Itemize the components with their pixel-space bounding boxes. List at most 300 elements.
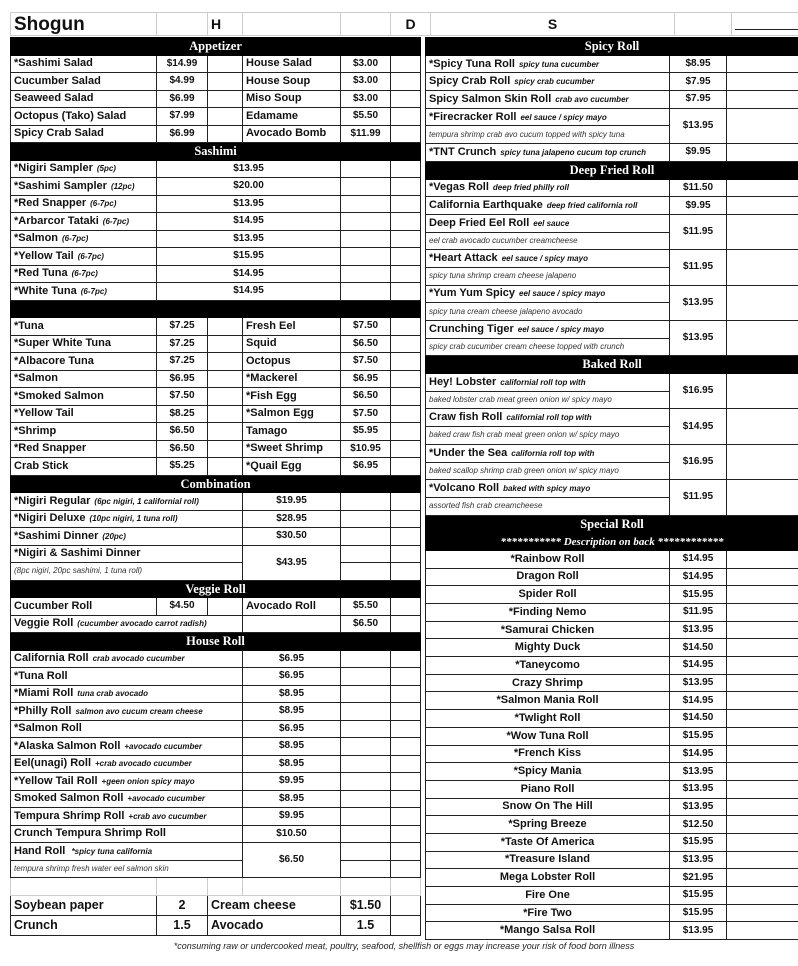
item-name (11, 353, 157, 371)
item-name (426, 639, 670, 657)
item-price (670, 568, 727, 586)
blank-cell (727, 657, 798, 675)
blank-cell (391, 563, 421, 581)
item-price (670, 285, 727, 320)
section-header (426, 515, 798, 533)
blank-cell (391, 685, 421, 703)
item-price (341, 353, 391, 371)
item-name-text: *Firecracker Roll (429, 110, 517, 123)
item-name-text: *TNT Crunch (429, 145, 497, 158)
item-name-text: *Taneycomo (515, 658, 580, 671)
blank-cell (341, 545, 391, 563)
item-price (243, 790, 341, 808)
item-name (11, 510, 243, 528)
blank-cell (391, 213, 421, 231)
item-name-text: *Salmon Egg (246, 407, 314, 420)
blank-cell (341, 860, 391, 878)
item-name (426, 285, 670, 303)
item-price (243, 843, 341, 878)
item-name (11, 178, 157, 196)
item-price (670, 621, 727, 639)
blank-cell (727, 639, 798, 657)
item-price (157, 458, 208, 476)
item-name-text: *Yum Yum Spicy (429, 287, 516, 300)
item-name (11, 808, 243, 826)
menu-row (426, 444, 798, 462)
blank-cell (208, 440, 243, 458)
item-name (243, 370, 341, 388)
extra-name (11, 915, 157, 935)
blank-cell (391, 650, 421, 668)
item-name-text: *Yellow Tail (14, 407, 74, 420)
blank-cell (391, 73, 421, 91)
item-price (670, 321, 727, 356)
extra-name-text: Soybean paper (14, 897, 104, 912)
item-price-text: $6.95 (352, 460, 379, 472)
item-name-text: *Salmon (14, 232, 59, 245)
item-price (157, 125, 208, 143)
right-menu-column (425, 37, 798, 940)
extra-item-row (11, 895, 421, 915)
blank-cell (727, 869, 798, 887)
item-name-text: Seaweed Salad (14, 92, 94, 105)
item-price (157, 230, 341, 248)
item-name-text: *Treasure Island (505, 853, 590, 866)
item-price (157, 90, 208, 108)
section-header-text: Special Roll (580, 516, 644, 531)
menu-row (11, 195, 421, 213)
item-price-text: $11.50 (682, 181, 714, 193)
menu-row (426, 108, 798, 126)
item-name-text: Avocado Roll (246, 599, 316, 612)
item-price (157, 73, 208, 91)
extra-name (11, 895, 157, 915)
section-header-text: Sashimi (194, 144, 237, 158)
item-note: salmon avo cucum cream cheese (75, 706, 203, 716)
blank-cell (391, 915, 421, 935)
menu-row (11, 458, 421, 476)
blank-cell (391, 440, 421, 458)
item-name-text: Tamago (246, 424, 288, 437)
menu-row (426, 73, 798, 91)
item-price-text: $13.95 (682, 853, 714, 865)
item-note: crab avo cucumber (555, 94, 629, 104)
item-price-text: $14.50 (682, 641, 714, 653)
item-note: +avocado cucumber (127, 794, 206, 804)
item-name (243, 440, 341, 458)
section-header (11, 143, 421, 161)
item-note: (12pc) (110, 181, 135, 191)
item-name-text: *Fire Two (523, 906, 572, 919)
item-name-text: *White Tuna (14, 284, 77, 297)
item-note: californial roll top with (500, 377, 586, 387)
menu-row (11, 405, 421, 423)
item-price-text: $6.95 (352, 372, 379, 384)
item-name-text: *Smoked Salmon (14, 389, 104, 402)
menu-row (11, 125, 421, 143)
item-name-text: *Spicy Mania (513, 765, 582, 778)
item-name-text: Spider Roll (518, 588, 577, 601)
item-name (426, 869, 670, 887)
item-price (341, 90, 391, 108)
menu-row (11, 335, 421, 353)
item-price (341, 615, 391, 633)
extra-price (157, 915, 208, 935)
item-description (426, 232, 670, 250)
item-name (11, 685, 243, 703)
section-header-row (426, 38, 798, 56)
item-name-text: *Super White Tuna (14, 337, 111, 350)
blank-cell (391, 860, 421, 878)
item-name (426, 780, 670, 798)
menu-row (11, 248, 421, 266)
blank-cell (727, 409, 798, 444)
item-note: californial roll top with (506, 413, 592, 423)
blank-cell (391, 808, 421, 826)
item-note: (20pc) (102, 531, 126, 541)
item-name-text: Fresh Eel (246, 319, 296, 332)
blank-cell (391, 55, 421, 73)
item-price-text: $13.95 (682, 119, 714, 131)
item-name-text: *Nigiri Deluxe (14, 512, 86, 525)
blank-cell (341, 195, 391, 213)
extra-price (157, 895, 208, 915)
item-name (426, 692, 670, 710)
item-price (243, 685, 341, 703)
blank-cell (341, 178, 391, 196)
item-note: deep fried california roll (546, 201, 638, 211)
item-price (243, 493, 341, 511)
item-name (11, 195, 157, 213)
item-price-text: $15.95 (682, 836, 714, 848)
menu-row (11, 55, 421, 73)
section-subtitle (426, 533, 798, 551)
item-price-text: $15.95 (682, 889, 714, 901)
item-note: (10pc nigiri, 1 tuna roll) (89, 514, 178, 524)
item-price-text: $43.95 (276, 556, 307, 568)
menu-row (426, 816, 798, 834)
blank-cell (391, 598, 421, 616)
blank-cell (208, 353, 243, 371)
item-price-text: $11.95 (682, 491, 714, 503)
item-name (426, 887, 670, 905)
item-description (426, 338, 670, 356)
item-name (11, 755, 243, 773)
blank-cell (727, 763, 798, 781)
blank-cell (391, 755, 421, 773)
blank-cell (727, 851, 798, 869)
menu-row (11, 318, 421, 336)
extra-price-text: 2 (178, 897, 186, 912)
item-note: (6-7pc) (77, 251, 104, 261)
item-name (426, 833, 670, 851)
item-note: baked with spicy mayo (503, 484, 591, 494)
item-name (426, 621, 670, 639)
item-price-text: $11.95 (682, 261, 714, 273)
item-name-text: *Twlight Roll (514, 711, 581, 724)
section-header (11, 633, 421, 651)
item-name (11, 370, 157, 388)
item-note: (6-7pc) (71, 269, 98, 279)
blank-cell (341, 248, 391, 266)
item-name-text: Octopus (246, 354, 291, 367)
item-price-text: $11.99 (350, 127, 381, 139)
menu-row (11, 160, 421, 178)
header-s: S (431, 13, 675, 36)
item-description-text: tempura shrimp crab avo cucum topped with spicy tuna (429, 129, 625, 139)
blank-cell (391, 195, 421, 213)
item-name-text: *Nigiri Regular (14, 494, 91, 507)
blank-cell (157, 878, 208, 896)
extra-price-text: 1.5 (356, 917, 375, 932)
section-subtitle-text: *********** Description on back ************ (500, 536, 724, 549)
menu-row (426, 833, 798, 851)
item-price-text: $15.95 (233, 250, 264, 262)
blank-cell (208, 318, 243, 336)
item-price (670, 780, 727, 798)
item-price-text: $13.95 (233, 232, 264, 244)
item-price (670, 639, 727, 657)
blank-cell (341, 808, 391, 826)
item-name-text: *Quail Egg (246, 459, 302, 472)
item-price-text: $6.50 (169, 442, 195, 454)
item-price-text: $14.95 (682, 420, 714, 432)
item-name-text: *Yellow Tail Roll (14, 774, 98, 787)
item-note: eel sauce / spicy mayo (517, 324, 605, 334)
item-name (426, 816, 670, 834)
item-price-text: $5.95 (352, 425, 379, 437)
left-menu-column (10, 37, 421, 936)
item-price-text: $15.95 (682, 730, 714, 742)
item-price-text: $8.95 (278, 757, 305, 769)
blank-cell (727, 621, 798, 639)
blank-cell (727, 144, 798, 162)
item-price-text: $7.99 (169, 110, 195, 122)
item-name-text: *Nigiri & Sashimi Dinner (14, 547, 141, 560)
blank-cell (727, 816, 798, 834)
blank-cell (391, 370, 421, 388)
blank-cell (727, 604, 798, 622)
item-name (426, 409, 670, 427)
item-name (426, 108, 670, 126)
item-name-text: *Tuna Roll (14, 669, 68, 682)
item-price-text: $6.99 (169, 92, 195, 104)
item-price (670, 833, 727, 851)
item-price-text: $8.95 (278, 687, 305, 699)
item-price-text: $30.50 (276, 530, 307, 542)
item-price-text: $14.50 (682, 712, 714, 724)
blank-cell (727, 568, 798, 586)
item-price (157, 213, 341, 231)
blank-cell (391, 318, 421, 336)
item-price (243, 545, 341, 580)
item-name-text: Hey! Lobster (429, 375, 497, 388)
item-name-text: Spicy Crab Salad (14, 127, 104, 140)
item-price (670, 604, 727, 622)
item-price-text: $6.50 (169, 425, 195, 437)
item-price (341, 73, 391, 91)
item-name (243, 125, 341, 143)
blank-cell (341, 843, 391, 861)
blank-cell (391, 528, 421, 546)
blank-cell (391, 125, 421, 143)
menu-row (11, 73, 421, 91)
menu-row (11, 178, 421, 196)
item-price-text: $19.95 (276, 495, 307, 507)
item-name (11, 388, 157, 406)
blank-cell (341, 493, 391, 511)
menu-row (11, 650, 421, 668)
item-price-text: $13.95 (682, 924, 714, 936)
menu-row (11, 790, 421, 808)
section-header-row (426, 515, 798, 533)
item-name-text: Crab Stick (14, 459, 69, 472)
menu-row (426, 798, 798, 816)
item-name-text: Octopus (Tako) Salad (14, 109, 127, 122)
item-note: (6-7pc) (90, 199, 117, 209)
blank-cell (727, 73, 798, 91)
blank-cell (391, 388, 421, 406)
item-price-text: $6.95 (278, 722, 305, 734)
item-note: (6-7pc) (102, 216, 130, 226)
item-name-text: *Spring Breeze (508, 818, 587, 831)
item-name (11, 458, 157, 476)
item-name (11, 668, 243, 686)
item-name (426, 604, 670, 622)
item-name-text: *Arbarcor Tataki (14, 214, 99, 227)
blank-cell (341, 230, 391, 248)
menu-row (426, 55, 798, 73)
item-name (11, 230, 157, 248)
blank-cell (727, 586, 798, 604)
item-name-text: *Salmon Mania Roll (496, 694, 599, 707)
item-description (426, 391, 670, 409)
blank-cell (727, 179, 798, 197)
menu-row (426, 285, 798, 303)
item-description (426, 427, 670, 445)
item-name-text: *Nigiri Sampler (14, 162, 93, 175)
item-name (11, 843, 243, 861)
item-note: +crab avo cucumber (128, 811, 207, 821)
item-price-text: $7.50 (169, 390, 195, 402)
item-price (670, 73, 727, 91)
item-note: (cucumber avocado carrot radish) (77, 619, 207, 629)
item-name-text: *Heart Attack (429, 252, 498, 265)
item-price-text: $16.95 (682, 456, 714, 467)
menu-row (11, 703, 421, 721)
item-price-text: $3.00 (352, 75, 379, 87)
item-name (243, 73, 341, 91)
menu-row (11, 738, 421, 756)
blank-cell (727, 197, 798, 215)
blank-cell (391, 510, 421, 528)
blank-cell (391, 108, 421, 126)
item-price (670, 444, 727, 479)
item-name (11, 335, 157, 353)
menu-row (426, 586, 798, 604)
item-name (11, 773, 243, 791)
extra-name-text: Avocado (211, 917, 264, 932)
item-price-text: $6.50 (352, 390, 379, 402)
item-name (11, 738, 243, 756)
blank-cell (391, 178, 421, 196)
section-header-row (426, 356, 798, 374)
menu-row (11, 825, 421, 843)
item-name (426, 550, 670, 568)
item-price-text: $8.95 (278, 705, 305, 717)
item-price-text: $7.25 (169, 320, 195, 332)
item-description (426, 462, 670, 480)
item-price-text: $7.25 (169, 355, 195, 367)
blank-cell (727, 480, 798, 515)
blank-cell (208, 73, 243, 91)
item-description-text: assorted fish crab creamcheese (429, 501, 543, 511)
item-name (426, 321, 670, 339)
menu-row (426, 144, 798, 162)
item-price (670, 550, 727, 568)
blank-cell (341, 685, 391, 703)
item-name (426, 710, 670, 728)
menu-row (11, 598, 421, 616)
item-name (243, 388, 341, 406)
item-name-text: California Earthquake (429, 199, 543, 212)
item-price (670, 108, 727, 143)
menu-row (426, 727, 798, 745)
item-name-text: Craw fish Roll (429, 411, 503, 424)
item-price (243, 510, 341, 528)
item-name (243, 458, 341, 476)
menu-row (426, 674, 798, 692)
item-price (157, 55, 208, 73)
item-price (157, 388, 208, 406)
item-name (243, 615, 341, 633)
item-name (243, 353, 341, 371)
item-name (11, 440, 157, 458)
item-price (670, 798, 727, 816)
blank-cell (208, 125, 243, 143)
item-price (243, 773, 341, 791)
blank-cell (208, 458, 243, 476)
menu-row (426, 639, 798, 657)
section-header (426, 38, 798, 56)
menu-row (426, 250, 798, 268)
item-name-text: *Philly Roll (14, 704, 72, 717)
blank-cell (11, 878, 157, 896)
item-price (243, 738, 341, 756)
item-name-text: *Mackerel (246, 372, 298, 385)
item-name-text: Piano Roll (520, 782, 575, 795)
item-name-text: Dragon Roll (516, 570, 579, 583)
item-note: eel sauce / spicy mayo (520, 112, 607, 122)
item-name (426, 745, 670, 763)
item-name (426, 674, 670, 692)
menu-row (426, 887, 798, 905)
item-price (243, 755, 341, 773)
menu-row (426, 179, 798, 197)
item-price (243, 808, 341, 826)
item-description-text: tempura shrimp fresh water eel salmon skin (14, 863, 169, 873)
menu-row (426, 533, 798, 551)
item-price (157, 598, 208, 616)
menu-row (426, 657, 798, 675)
menu-row (11, 615, 421, 633)
item-price (670, 586, 727, 604)
extra-name-text: Cream cheese (211, 897, 296, 912)
section-header-text: Veggie Roll (185, 581, 246, 596)
item-price (670, 214, 727, 249)
item-name (243, 405, 341, 423)
blank-cell (208, 405, 243, 423)
